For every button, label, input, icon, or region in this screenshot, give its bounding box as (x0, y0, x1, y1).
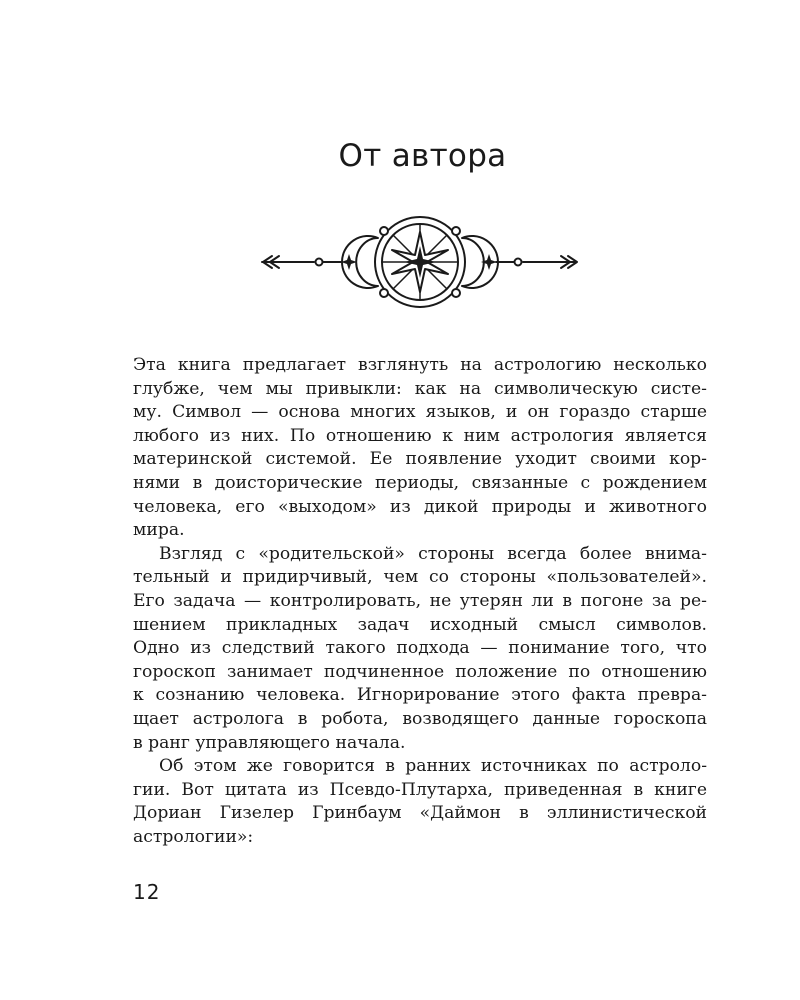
text-line: шением прикладных задач исходный смысл символов. (133, 614, 707, 635)
text-line: нями в доисторические периоды, связанные с рождением (133, 472, 707, 493)
page-number: 12 (133, 880, 161, 904)
text-line: Об этом же говорится в ранних источниках по астроло- (159, 756, 707, 777)
text-line: Его задача — контролировать, не утерян ли в погоне за ре- (133, 590, 707, 611)
text-line: к сознанию человека. Игнорирование этого факта превра- (133, 685, 707, 706)
paragraph-1 (133, 354, 707, 543)
text-line: Эта книга предлагает взглянуть на астрологию несколько (133, 355, 707, 375)
text-line: щает астролога в робота, возводящего данные гороскопа (133, 708, 707, 729)
text-line: в ранг управляющего начала. (133, 732, 406, 753)
text-line: Одно из следствий такого подхода — понимание того, что (133, 638, 707, 659)
text-line: материнской системой. Ее появление уходит своими кор- (133, 449, 707, 470)
paragraph-3 (133, 755, 707, 849)
text-line: гороскоп занимает подчиненное положение по отношению (133, 661, 707, 682)
text-line: му. Символ — основа многих языков, и он гораздо старше (133, 402, 707, 423)
text-line: Взгляд с «родительской» стороны всегда более внима- (159, 543, 707, 564)
text-line: человека, его «выходом» из дикой природы и животного (133, 496, 707, 517)
text-line: тельный и придирчивый, чем со стороны «пользователей». (133, 567, 707, 588)
body-text (133, 354, 707, 849)
page-title: От автора (338, 138, 507, 174)
paragraph-2 (133, 543, 707, 755)
text-line: гии. Вот цитата из Псевдо-Плутарха, приведенная в книге (133, 779, 707, 800)
text-line: астрологии»: (133, 826, 254, 847)
celestial-compass-ornament-icon (258, 216, 582, 308)
text-line: глубже, чем мы привыкли: как на символическую систе- (133, 378, 707, 399)
text-line: мира. (133, 520, 185, 541)
text-line: любого из них. По отношению к ним астрология является (133, 425, 707, 446)
text-line: Дориан Гизелер Гринбаум «Даймон в эллинистической (133, 803, 707, 824)
